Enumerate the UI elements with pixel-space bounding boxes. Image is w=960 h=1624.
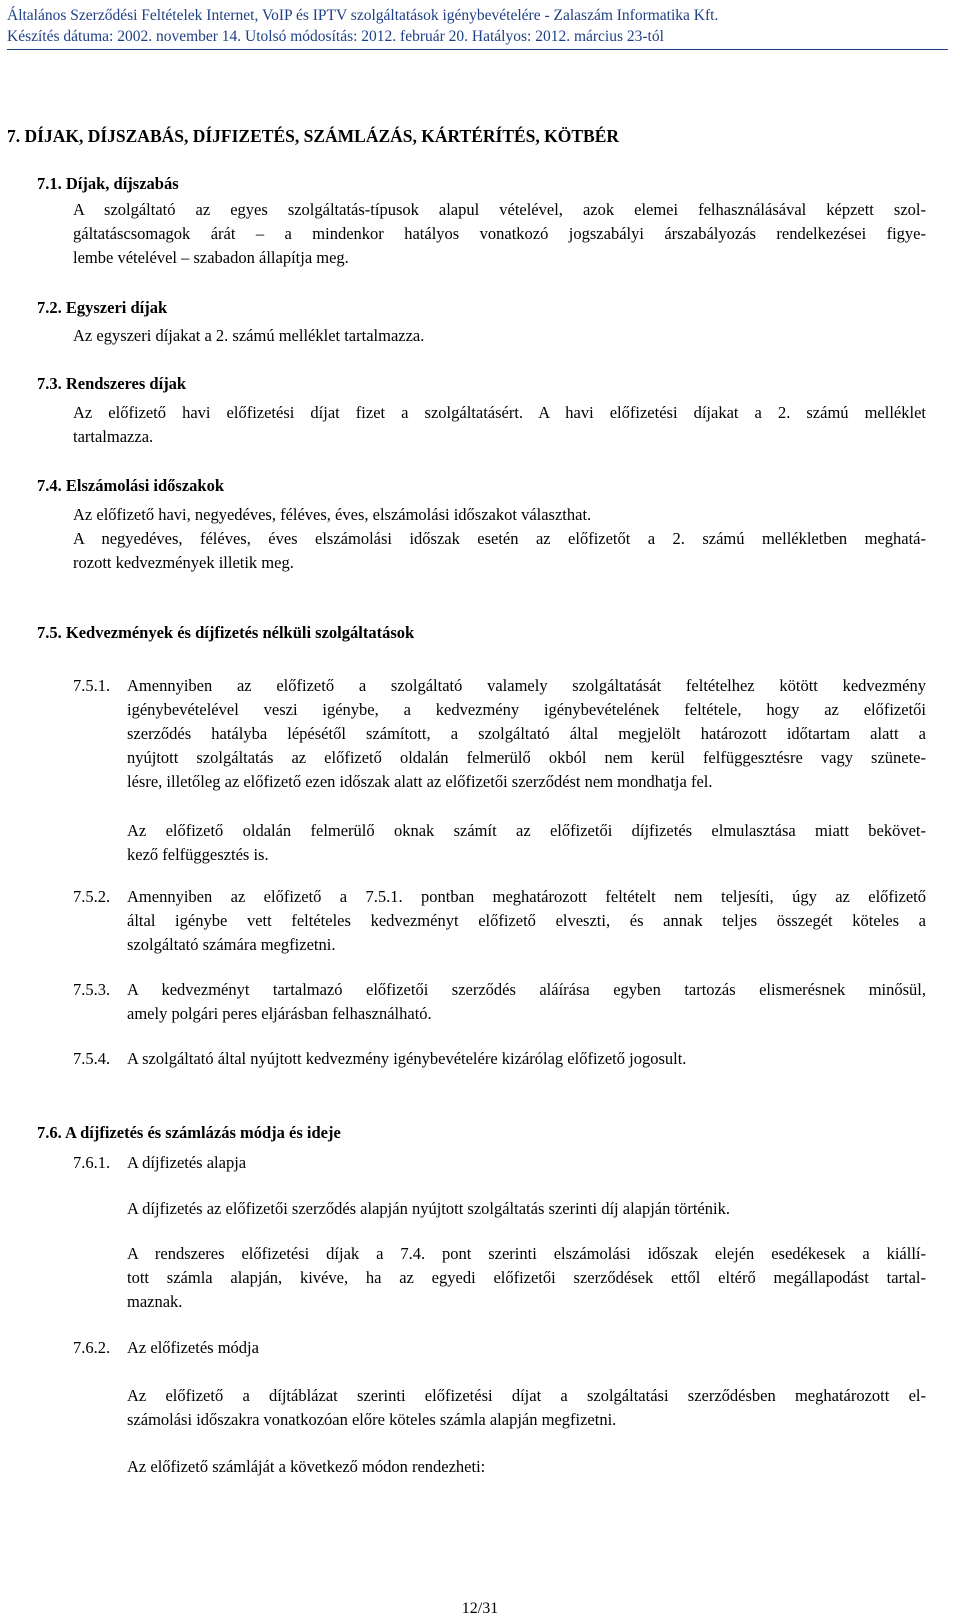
chapter-title: 7. DÍJAK, DÍJSZABÁS, DÍJFIZETÉS, SZÁMLÁZÁS, KÁRTÉRÍTÉS, KÖTBÉR: [7, 126, 620, 146]
item-7-6-2: [73, 1336, 926, 1362]
header-dates-line: Készítés dátuma: 2002. november 14. Utolsó módosítás: 2012. február 20. Hatályos: 2012. március 23-tól: [7, 28, 664, 45]
page-number: 12/31: [461, 1600, 499, 1617]
section-7-6-heading: 7.6. A díjfizetés és számlázás módja és ideje: [37, 1123, 341, 1142]
section-7-2-heading: 7.2. Egyszeri díjak: [37, 298, 168, 317]
section-7-1-line-1: A szolgáltató az egyes szolgáltatás-típusok alapul vételével, azok elemei felhasználásával képzett szol-: [73, 200, 926, 219]
header-title-line: Általános Szerződési Feltételek Internet, VoIP és IPTV szolgáltatások igénybevételére - Zalaszám Informatika Kft.: [7, 7, 719, 24]
item-number: 7.6.2.: [73, 1338, 111, 1357]
item-7-5-2-line-3: szolgáltató számára megfizetni.: [127, 935, 336, 954]
item-number: 7.5.2.: [73, 887, 111, 906]
section-7-3-line-2: tartalmazza.: [73, 427, 154, 446]
item-7-5-2-line-1: Amennyiben az előfizető a 7.5.1. pontban meghatározott feltételt nem teljesíti, úgy az előfizető: [127, 887, 926, 906]
item-7-5-3-line-1: A kedvezményt tartalmazó előfizetői szerződés aláírása egyben tartozás elismerésnek minősül,: [127, 980, 926, 999]
section-7-3-heading: 7.3. Rendszeres díjak: [37, 374, 187, 393]
item-7-6-1: [73, 1151, 926, 1177]
item-7-5-1-line-1: Amennyiben az előfizető a szolgáltató valamely szolgáltatását feltételhez kötött kedvezmény: [127, 676, 926, 695]
item-number: 7.5.1.: [73, 676, 111, 695]
section-7-1-heading: 7.1. Díjak, díjszabás: [37, 174, 179, 193]
item-7-5-1: [73, 674, 926, 804]
item-7-5-3-line-2: amely polgári peres eljárásban felhasználható.: [127, 1004, 432, 1023]
item-7-6-1-paragraph-2-line-1: A rendszeres előfizetési díjak a 7.4. pont szerinti elszámolási időszak elején esedékesek a kiállí-: [127, 1244, 926, 1263]
item-7-5-1-extra-line-1: Az előfizető oldalán felmerülő oknak számít az előfizetői díjfizetés elmulasztása miatt bekövet-: [127, 821, 926, 840]
item-7-5-1-line-5: lésre, illetőleg az előfizető ezen időszak alatt az előfizetői szerződést nem mondhatja fel.: [127, 772, 713, 791]
item-7-6-1-paragraph-2-line-2: tott számla alapján, kivéve, ha az egyedi előfizetői szerződések ettől eltérő megállapodást tartal-: [127, 1268, 926, 1287]
item-7-5-1-extra-line-2: kező felfüggesztés is.: [127, 845, 269, 864]
item-7-5-3: [73, 978, 926, 1034]
section-7-4-line-1: Az előfizető havi, negyedéves, féléves, éves, elszámolási időszakot választhat.: [73, 505, 592, 524]
item-number: 7.5.3.: [73, 980, 111, 999]
item-7-6-2-title: Az előfizetés módja: [127, 1338, 259, 1357]
item-7-5-1-line-4: nyújtott szolgáltatás az előfizető oldalán felmerülő okból nem kerül felfüggesztésre vagy szünete-: [127, 748, 926, 767]
item-7-6-1-paragraph-1: A díjfizetés az előfizetői szerződés alapján nyújtott szolgáltatás szerinti díj alapján történik.: [127, 1199, 730, 1218]
item-7-6-2-paragraph-2: Az előfizető számláját a következő módon rendezheti:: [127, 1457, 486, 1476]
item-7-5-2-line-2: által igénybe vett feltételes kedvezményt előfizető elveszti, és annak teljes összegét köteles a: [127, 911, 926, 930]
header-rule: [7, 49, 948, 50]
item-7-6-1-title: A díjfizetés alapja: [127, 1153, 247, 1172]
section-7-5-heading: 7.5. Kedvezmények és díjfizetés nélküli szolgáltatások: [37, 623, 415, 642]
section-7-4-heading: 7.4. Elszámolási időszakok: [37, 476, 225, 495]
item-7-5-2: [73, 885, 926, 965]
item-7-6-2-paragraph-1-line-1: Az előfizető a díjtáblázat szerinti előfizetési díjat a szolgáltatási szerződésben meghatározott el-: [127, 1386, 926, 1405]
item-7-6-2-paragraph-1-line-2: számolási időszakra vonatkozóan előre köteles számla alapján megfizetni.: [127, 1410, 617, 1429]
item-7-5-1-line-2: igénybevételével veszi igénybe, a kedvezmény igénybevételének feltétele, hogy az előfizetői: [127, 700, 926, 719]
section-7-4-line-3: rozott kedvezmények illetik meg.: [73, 553, 294, 572]
section-7-3-line-1: Az előfizető havi előfizetési díjat fizet a szolgáltatásért. A havi előfizetési díjakat a 2. számú melléklet: [73, 403, 926, 422]
section-7-2-text: Az egyszeri díjakat a 2. számú melléklet tartalmazza.: [73, 326, 425, 345]
item-7-5-4-text: A szolgáltató által nyújtott kedvezmény igénybevételére kizárólag előfizető jogosult.: [127, 1049, 687, 1068]
document-header: [7, 5, 950, 47]
item-number: 7.5.4.: [73, 1049, 111, 1068]
section-7-1-line-3: lembe vételével – szabadon állapítja meg.: [73, 248, 349, 267]
item-7-6-1-paragraph-2-line-3: maznak.: [127, 1292, 183, 1311]
section-7-1-line-2: gáltatáscsomagok árát – a mindenkor hatályos vonatkozó jogszabályi árszabályozás rendelkezései figye-: [73, 224, 926, 243]
item-7-5-1-line-3: szerződés hatályba lépésétől számított, a szolgáltató által megjelölt határozott időtartam alatt a: [127, 724, 926, 743]
item-number: 7.6.1.: [73, 1153, 111, 1172]
item-7-5-4: [73, 1047, 926, 1075]
section-7-4-line-2: A negyedéves, féléves, éves elszámolási időszak esetén az előfizetőt a 2. számú mellékletben meghatá-: [73, 529, 926, 548]
